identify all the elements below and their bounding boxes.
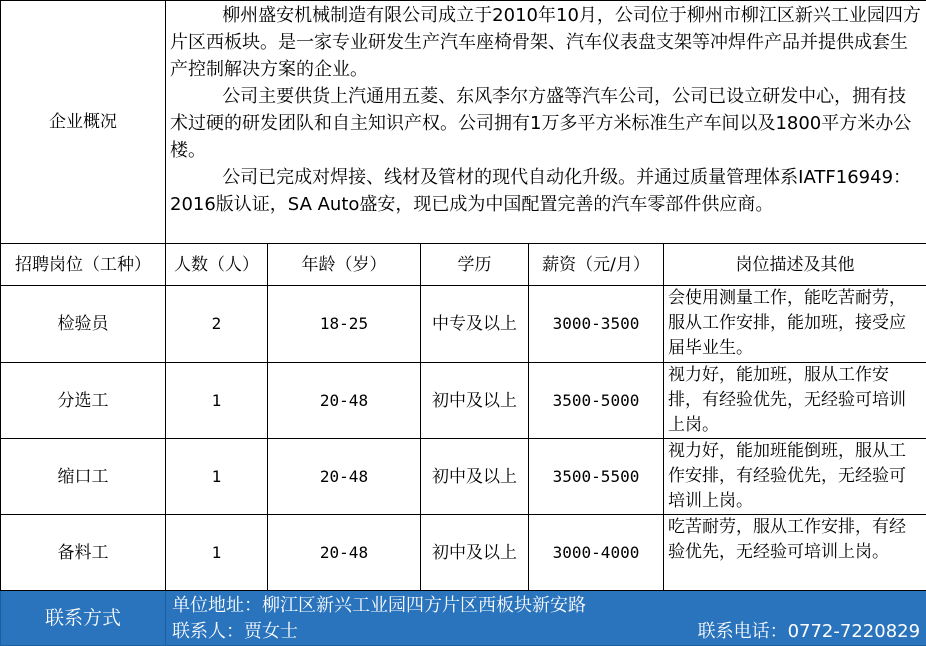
header-position: 招聘岗位（工种） [1, 244, 166, 286]
cell-education: 初中及以上 [421, 515, 529, 591]
cell-count: 1 [166, 439, 268, 515]
cell-salary: 3500-5500 [529, 439, 664, 515]
contact-label: 联系方式 [1, 591, 166, 646]
overview-label: 企业概况 [1, 1, 166, 244]
table-row [1, 515, 926, 591]
cell-salary: 3000-4000 [529, 515, 664, 591]
cell-position: 检验员 [1, 286, 166, 363]
header-row [1, 244, 926, 286]
overview-row [1, 1, 926, 244]
cell-salary: 3500-5000 [529, 363, 664, 439]
contact-line [172, 619, 920, 645]
cell-education: 中专及以上 [421, 286, 529, 363]
cell-education: 初中及以上 [421, 363, 529, 439]
overview-text [166, 1, 926, 244]
cell-age: 20-48 [268, 515, 421, 591]
contact-phone: 联系电话：0772-7220829 [698, 619, 920, 645]
cell-description: 视力好，能加班，服从工作安排，有经验优先，无经验可培训上岗。 [664, 363, 926, 439]
header-age: 年龄（岁） [268, 244, 421, 286]
header-salary: 薪资（元/月） [529, 244, 664, 286]
table-row [1, 439, 926, 515]
cell-education: 初中及以上 [421, 439, 529, 515]
cell-position: 缩口工 [1, 439, 166, 515]
contact-address: 单位地址：柳江区新兴工业园四方片区西板块新安路 [172, 593, 920, 619]
overview-paragraph: 公司已完成对焊接、线材及管材的现代自动化升级。并通过质量管理体系IATF16949：2016版认证，SA Auto盛安，现已成为中国配置完善的汽车零部件供应商。 [170, 164, 922, 218]
header-count: 人数（人） [166, 244, 268, 286]
header-education: 学历 [421, 244, 529, 286]
header-description: 岗位描述及其他 [664, 244, 926, 286]
cell-description: 吃苦耐劳，服从工作安排，有经验优先，无经验可培训上岗。 [664, 515, 926, 591]
cell-count: 1 [166, 515, 268, 591]
table-row [1, 363, 926, 439]
overview-paragraph: 公司主要供货上汽通用五菱、东风李尔方盛等汽车公司，公司已设立研发中心，拥有技术过硬的研发团队和自主知识产权。公司拥有1万多平方米标准生产车间以及1800平方米办公楼。 [170, 83, 922, 164]
cell-description: 会使用测量工作，能吃苦耐劳，服从工作安排，能加班，接受应届毕业生。 [664, 286, 926, 363]
cell-position: 分选工 [1, 363, 166, 439]
cell-description: 视力好，能加班能倒班，服从工作安排，有经验优先，无经验可培训上岗。 [664, 439, 926, 515]
cell-age: 20-48 [268, 363, 421, 439]
cell-count: 2 [166, 286, 268, 363]
contact-info [166, 591, 926, 646]
cell-age: 18-25 [268, 286, 421, 363]
table-row [1, 286, 926, 363]
contact-person: 联系人：贾女士 [172, 619, 298, 645]
overview-paragraph: 柳州盛安机械制造有限公司成立于2010年10月，公司位于柳州市柳江区新兴工业园四方片区西板块。是一家专业研发生产汽车座椅骨架、汽车仪表盘支架等冲焊件产品并提供成套生产控制解决方案的企业。 [170, 2, 922, 83]
cell-age: 20-48 [268, 439, 421, 515]
contact-row [1, 591, 926, 646]
cell-salary: 3000-3500 [529, 286, 664, 363]
cell-position: 备料工 [1, 515, 166, 591]
cell-count: 1 [166, 363, 268, 439]
